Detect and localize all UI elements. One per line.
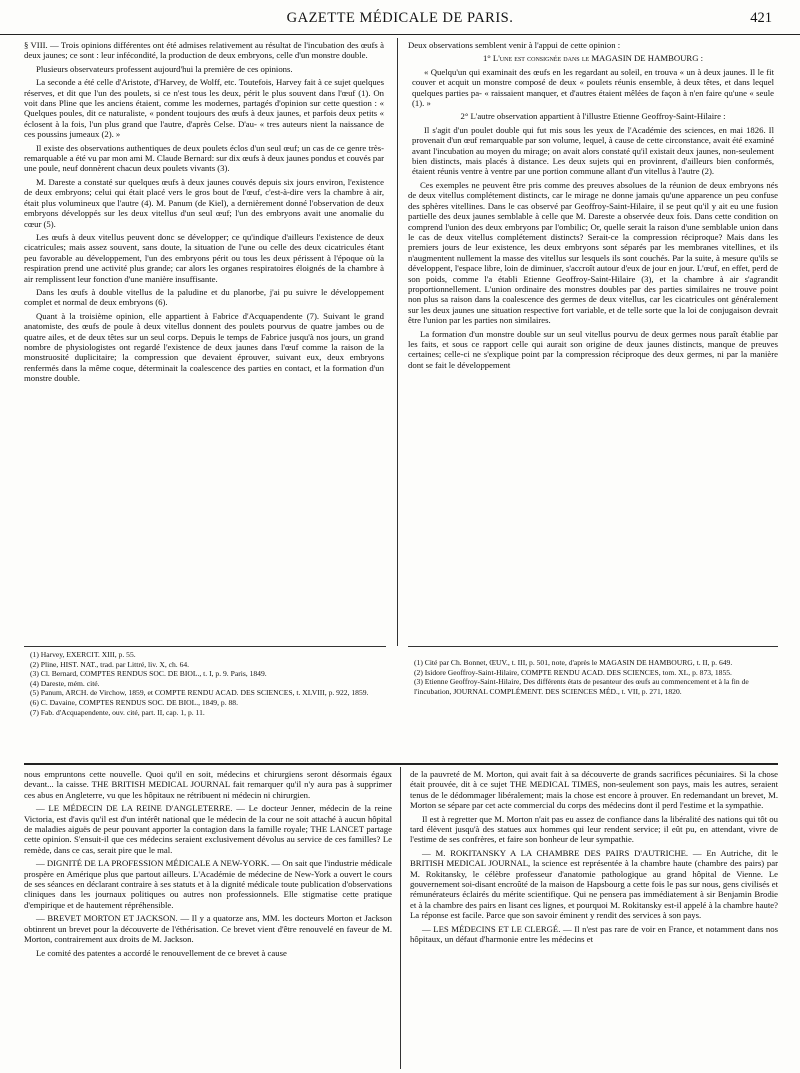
news-item: — M. ROKITANSKY A LA CHAMBRE DES PAIRS D'AUTRICHE. — En Autriche, dit le BRITISH MEDICAL JOURNAL, la science est représentée à la chambre haute (chambre des pairs) par M. Rokitansky, le célèbre professeur d'anatomie pathologique au grand hôpital de Vienne. Le gouvernement soi-disant encroûté de la maison de Hapsbourg a cette fois le pas sur nous, gens civilisés et rémunérateurs éclairés du mérite scientifique. Qui ne pensera pas immédiatement à sir Benjamin Brodie et à la chambre des pairs en lisant ces lignes, et pourquoi M. Rokitansky est-il appelé à la chambre haute? La réponse est facile. Parce que son savoir éminent y rendit des services à son pays. [410, 847, 778, 921]
footnote: (6) C. Davaine, COMPTES RENDUS SOC. DE BIOL., 1849, p. 88. [30, 697, 238, 707]
news-item: — LE MÉDECIN DE LA REINE D'ANGLETERRE. — Le docteur Jenner, médecin de la reine Victoria, est d'avis qu'il est d'un intérêt national que le médecin de la cour ne soit attaché à aucun hôpital de maladies aiguës de peur pouvant apporter la contagion dans la famille royale; THE LANCET partage cette opinion. S'ensuit-il que ces médecins seraient exclusivement dévolus au service de ces familles? Le remède, dans ce cas, serait pire que le mal. [24, 803, 392, 855]
footnote-rule-right [408, 646, 778, 647]
paragraph: Plusieurs observateurs professent aujourd'hui la première de ces opinions. [36, 63, 293, 74]
subheading: 2° L'autre observation appartient à l'illustre Etienne Geoffroy-Saint-Hilaire : [460, 111, 726, 122]
paragraph: de la pauvreté de M. Morton, qui avait fait à sa découverte de grands sacrifices pécuniaires. Si la chose était prouvée, dit à ce sujet THE MEDICAL TIMES, non-seulement son pays, mais les autres, seraient tenus de le dédommager libéralement; mais la chose est encore à prouver. En redemandant un brevet, M. Morton se sépare par cet acte commercial du corps des médecins dont il perd l'estime et la sympathie. [410, 769, 778, 811]
paragraph: Dans les œufs à double vitellus de la paludine et du planorbe, j'ai pu suivre le développement complet et normal de deux embryons (6). [24, 286, 384, 308]
bottom-left-column [24, 769, 392, 1067]
footnote: (7) Fab. d'Acquapendente, ouv. cité, part. II, cap. 1, p. 11. [30, 707, 205, 717]
footnotes-right [414, 658, 776, 750]
news-item: — BREVET MORTON ET JACKSON. — Il y a quatorze ans, MM. les docteurs Morton et Jackson obtinrent un brevet pour la découverte de l'éthérisation. Ce brevet vient d'être renouvelé en faveur de M. Morton, contrairement aux droits de M. Jackson. [24, 913, 392, 945]
page-number: 421 [750, 10, 772, 26]
column-divider [397, 38, 398, 646]
paragraph: nous empruntons cette nouvelle. Quoi qu'il en soit, médecins et chirurgiens seront désormais égaux devant... la caisse. THE BRITISH MEDICAL JOURNAL fait remarquer qu'il n'y aura pas à supprimer ces abus en Angleterre, vu que les hôpitaux ne rétribuent ni médecin ni chirurgien. [24, 769, 392, 800]
paragraph: M. Dareste a constaté sur quelques œufs à deux jaunes couvés depuis six jours environ, l'existence de deux embryons; celui qui était placé vers le gros bout de l'œuf, c'est-à-dire vers la chambre à air, était plus volumineux que l'autre (4). M. Panum (de Kiel), a dernièrement donné l'observation de deux embryons développés sur les deux vitellus d'un seul œuf; l'un des embryons avait une anomalie du cœur (5). [24, 176, 384, 229]
footnote: (2) Pline, HIST. NAT., trad. par Littré, liv. X, ch. 64. [30, 659, 190, 669]
paragraph: Quant à la troisième opinion, elle appartient à Fabrice d'Acquapendente (7). Suivant le grand anatomiste, des œufs de poule à deux vitellus donnent des poulets pourvus de quatre jambes ou de quatre ailes, et de deux têtes sur un seul corps. Depuis le temps de Fabrice jusqu'à nos jours, un grand nombre de physiologistes ont regardé l'existence de deux jaunes dans l'œuf comme la raison de la monstruosité duplicitaire; la compression que devaient éprouver, suivant eux, deux embryons renfermés dans la même coque, déterminait la coalescence des parties en contact, et la formation d'un monstre double. [24, 310, 384, 384]
paragraph: La seconde a été celle d'Aristote, d'Harvey, de Wolff, etc. Toutefois, Harvey fait à ce sujet quelques réserves, et dit que l'un des poulets, si ce n'est tous les deux, périt le plus souvent dans l'œuf (1). On voit dans Pline que les anciens étaient, comme les modernes, partagés d'opinion sur cette question : « Quelques poules, dit ce naturaliste, « pondent toujours des œufs à deux jaunes, et parfois deux petits « éclosent à la fois, l'un plus grand que l'autre, d'après Celse. D'au- « tres auteurs nient la naissance de ces poussins jumeaux (2). » [24, 77, 384, 140]
paragraph: Le comité des patentes a accordé le renouvellement de ce brevet à cause [36, 947, 287, 958]
paragraph: Les œufs à deux vitellus peuvent donc se développer; ce qu'indique d'ailleurs l'existence de deux cicatricules; mais assez souvent, sans doute, la situation de l'une ou celle des deux cicatricules étant peu favorable au développement, l'un des embryons périt ou tous les deux périssent à l'époque où la respiration prend une activité plus grande; car alors les organes respiratoires éloignés de la chambre à air remplissent leur fonction d'une manière insuffisante. [24, 231, 384, 284]
subheading: 1° L'une est consignée dans le MAGASIN DE HAMBOURG : [482, 53, 704, 64]
paragraph: Il est à regretter que M. Morton n'ait pas eu assez de confiance dans la libéralité des nations qui tôt ou tard élèvent jusqu'à des statues aux hommes qui leur rendent service; il eût pu, en attendant, vivre de l'estime de ses confrères, et faire son bonheur de leur sympathie. [410, 813, 778, 845]
news-item: — LES MÉDECINS ET LE CLERGÉ. — Il n'est pas rare de voir en France, et notamment dans nos hôpitaux, un défaut d'harmonie entre les médecins et [410, 923, 778, 945]
page-header [0, 6, 800, 35]
footnote: (3) Cl. Bernard, COMPTES RENDUS SOC. DE BIOL., t. I, p. 9. Paris, 1849. [30, 669, 267, 679]
footnotes-left [30, 650, 386, 750]
footnote: (1) Cité par Ch. Bonnet, ŒUV., t. III, p. 501, note, d'après le MAGASIN DE HAMBOURG, t. II, p. 649. [414, 658, 733, 667]
quotation: « Quelqu'un qui examinait des œufs en les regardant au soleil, en trouva « un à deux jaunes. Il le fit couver et acquit un monstre composé de deux « poulets réunis ensemble, à deux têtes, et dans lequel quelques parties pa- « raissaient manquer, et d'autres étaient mêlées de façon à n'en faire qu'une « seule (1). » [412, 66, 774, 109]
publication-title: GAZETTE MÉDICALE DE PARIS. [286, 10, 514, 26]
footnote-rule-left [24, 646, 386, 647]
paragraph: Il existe des observations authentiques de deux poulets éclos d'un seul œuf; un cas de ce genre très-remarquable a été vu par mon ami M. Claude Bernard: sur dix œufs à deux jaunes pondus et couvés par une poule, neuf donnèrent chacun deux poulets vivants (3). [24, 142, 384, 174]
footnote: (4) Dareste, mém. cité. [30, 678, 100, 688]
bottom-right-column [410, 769, 778, 1067]
footnote: (1) Harvey, EXERCIT. XIII, p. 55. [30, 650, 136, 659]
section-separator [24, 763, 778, 765]
paragraph: Ces exemples ne peuvent être pris comme des preuves absolues de la réunion de deux embryons nés de deux vitellus complétement distincts, car le mirage ne donne jamais qu'une apparence un peu confuse des sphères vitellines. Dans le cas observé par Geoffroy-Saint-Hilaire, il se peut qu'il y ait eu une fusion partielle des deux jaunes semblable à celle que M. Dareste a observée deux fois. Dans cette condition on comprend l'union des deux embryons par l'ombilic; Or, quelle serait la raison d'une semblable union dans le cas de deux vitellus complétement distincts? Serait-ce la compression réciproque? Mais dans les premiers jours de leur existence, les deux embryons sont séparés par les membranes vitellines, et ils n'augmentent nullement la masse des vitellus sur lesquels ils sont couchés. Par la suite, à mesure qu'ils se développent, l'espace libre, loin de diminuer, s'accroît autour d'eux de jour en jour. L'œuf, en effet, perd de son poids, comme l'a établi Etienne Geoffroy-Saint-Hilaire (3), et la chambre à air s'agrandit proportionnellement. L'union ordinaire des monstres doubles par des parties similaires ne trouve point non plus sa raison dans la coalescence des germes de deux vitellus, car les cicatricules ont généralement sur les deux jaunes une situation respective fort variable, et de telle sorte que la loi de conjugaison devrait être l'union par les parties non similaires. [408, 179, 778, 326]
column-divider [400, 767, 401, 1069]
news-item: — DIGNITÉ DE LA PROFESSION MÉDICALE A NEW-YORK. — On sait que l'industrie médicale prospère en Amérique plus que partout ailleurs. L'Académie de médecine de New-York a ouvert le cours de ses séances en déclarant contraire à ses statuts et à la dignité médicale toute publication d'observations cliniques dans les journaux politiques ou autres non professionnels. Elle stigmatise cette pratique d'empirique et de hautement répréhensible. [24, 858, 392, 910]
top-left-column [24, 40, 384, 635]
top-right-column [408, 40, 778, 635]
section-intro: § VIII. — Trois opinions différentes ont été admises relativement au résultat de l'incubation des œufs à deux jaunes; ce sont : leur infécondité, la production de deux embryons, celle d'un monstre double. [24, 40, 384, 61]
paragraph: La formation d'un monstre double sur un seul vitellus pourvu de deux germes nous paraît établie par les faits, et sous ce rapport celle qui aurait son origine de deux jaunes distincts, manque de preuves certaines; celle-ci ne s'explique point par la compression réciproque des deux germes, ni par la manière dont se fait le développement [408, 328, 778, 370]
footnote: (3) Etienne Geoffroy-Saint-Hilaire, Des différents états de pesanteur des œufs au commencement et à la fin de l'incubation, JOURNAL COMPLÉMENT. DES SCIENCES MÉD., t. VII, p. 271, 1820. [414, 677, 749, 696]
footnote: (2) Isidore Geoffroy-Saint-Hilaire, COMPTE RENDU ACAD. DES SCIENCES, tom. XL, p. 873, 1855. [414, 667, 732, 677]
paragraph: Il s'agit d'un poulet double qui fut mis sous les yeux de l'Académie des sciences, en mai 1826. Il provenait d'un œuf remarquable par son volume, lequel, à cause de cette circonstance, avait été examiné avant l'incubation au moyen du mirage; on avait alors constaté qu'il existait deux jaunes, non-seulement bien distincts, mais placés à distance. Les deux sujets qui en provinrent, d'ailleurs bien conformés, étaient réunis ventre à ventre par une portion commune allant d'un vitellus à l'autre (2). [412, 124, 774, 177]
footnote: (5) Panum, ARCH. de Virchow, 1859, et COMPTE RENDU ACAD. DES SCIENCES, t. XLVIII, p. 922, 1859. [30, 688, 369, 698]
paragraph: Deux observations semblent venir à l'appui de cette opinion : [408, 40, 621, 50]
